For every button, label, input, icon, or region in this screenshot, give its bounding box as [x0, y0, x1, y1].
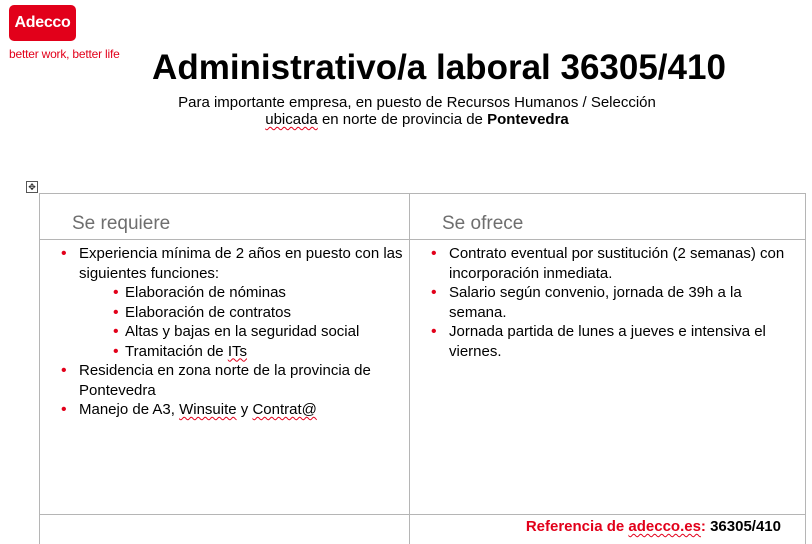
- spellcheck-word: Winsuite: [179, 401, 237, 418]
- adecco-logo: [9, 5, 76, 41]
- page-subtitle: [0, 94, 812, 128]
- list-item: [61, 244, 403, 361]
- reference-colon: :: [700, 518, 706, 535]
- spellcheck-word: Contrat@: [252, 401, 317, 418]
- functions-sublist: [79, 283, 403, 361]
- page-title: Administrativo/a laboral 36305/410: [152, 48, 726, 87]
- table-border-middle: [409, 193, 410, 544]
- list-item: • Jornada partida de lunes a jueves e intensiva el viernes.: [431, 322, 795, 361]
- requirements-list: [61, 244, 403, 420]
- reference-footer: [526, 518, 781, 535]
- list-item: [113, 342, 403, 362]
- list-item-text: Manejo de A3,: [79, 401, 180, 418]
- subtitle-line-2: [22, 111, 812, 128]
- offer-list: [431, 244, 795, 361]
- table-border-header: [39, 239, 806, 240]
- table-border-right: [805, 193, 806, 544]
- list-item: [61, 400, 403, 420]
- subtitle-line-2-text: en norte de provincia de: [317, 111, 488, 128]
- logo-tagline: better work, better life: [9, 47, 120, 61]
- list-item: • Elaboración de nóminas: [113, 283, 403, 303]
- list-item: • Residencia en zona norte de la provincia de Pontevedra: [61, 361, 403, 400]
- list-item: • Elaboración de contratos: [113, 303, 403, 323]
- list-item-text: Experiencia mínima de 2 años en puesto con las siguientes funciones:: [79, 245, 403, 282]
- reference-link[interactable]: adecco.es: [628, 518, 701, 535]
- spellcheck-word: ITs: [227, 342, 247, 360]
- reference-value: 36305/410: [705, 518, 781, 535]
- subtitle-spellcheck-word: ubicada: [265, 111, 318, 128]
- subtitle-location: Pontevedra: [487, 111, 569, 128]
- logo-wordmark: Adecco: [14, 14, 71, 31]
- list-item: • Contrato eventual por sustitución (2 semanas) con incorporación inmediata.: [431, 244, 795, 283]
- move-cross-icon[interactable]: ✥: [26, 181, 38, 193]
- table-border-footer: [39, 514, 806, 515]
- subtitle-line-1: Para importante empresa, en puesto de Recursos Humanos / Selección: [178, 94, 656, 111]
- list-item: • Salario según convenio, jornada de 39h a la semana.: [431, 283, 795, 322]
- list-item-text: Tramitación de: [125, 342, 228, 360]
- list-item-text: y: [236, 401, 253, 418]
- table-border-left: [39, 193, 40, 544]
- reference-label: Referencia de: [525, 518, 629, 535]
- list-item: • Altas y bajas en la seguridad social: [113, 322, 403, 342]
- heading-se-ofrece: Se ofrece: [442, 213, 524, 234]
- heading-se-requiere: Se requiere: [72, 213, 171, 234]
- table-border-top: [39, 193, 806, 194]
